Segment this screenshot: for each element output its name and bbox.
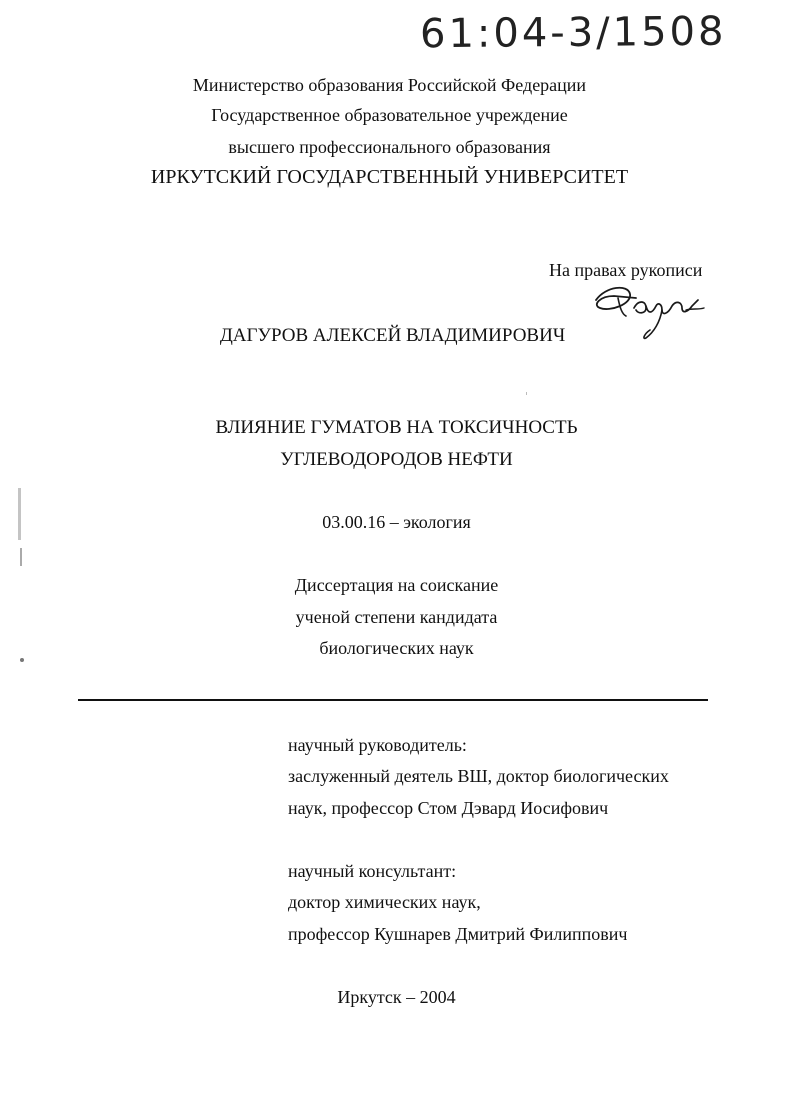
education-level-line: высшего профессионального образования — [228, 137, 551, 157]
supervisor-label: научный руководитель: — [288, 735, 467, 755]
dissertation-title-line-2: УГЛЕВОДОРОДОВ НЕФТИ — [280, 449, 513, 470]
consultant-label: научный консультант: — [288, 861, 457, 881]
author-name: ДАГУРОВ АЛЕКСЕЙ ВЛАДИМИРОВИЧ — [219, 325, 566, 346]
archive-number-handwritten: 61:04-3/1508 — [419, 8, 727, 58]
institution-type-line: Государственное образовательное учреждение — [211, 105, 568, 125]
university-name: ИРКУТСКИЙ ГОСУДАРСТВЕННЫЙ УНИВЕРСИТЕТ — [150, 166, 629, 188]
scan-artifact — [20, 548, 22, 566]
degree-line-2: ученой степени кандидата — [295, 607, 498, 627]
supervisor-title: заслуженный деятель ВШ, доктор биологических — [288, 766, 669, 786]
scan-artifact — [526, 392, 527, 395]
scan-artifact — [18, 488, 21, 540]
ministry-line: Министерство образования Российской Федерации — [192, 75, 587, 95]
manuscript-rights-note: На правах рукописи — [549, 260, 703, 280]
dissertation-title-line-1: ВЛИЯНИЕ ГУМАТОВ НА ТОКСИЧНОСТЬ — [215, 417, 578, 438]
degree-line-3: биологических наук — [319, 638, 474, 658]
consultant-title: доктор химических наук, — [288, 892, 481, 912]
specialty-code: 03.00.16 – экология — [322, 512, 471, 532]
scan-artifact — [20, 658, 24, 662]
supervisor-name: наук, профессор Стом Дэвард Иосифович — [288, 798, 609, 818]
horizontal-divider — [78, 699, 708, 701]
consultant-name: профессор Кушнарев Дмитрий Филиппович — [288, 924, 628, 944]
degree-line-1: Диссертация на соискание — [294, 575, 499, 595]
city-and-year: Иркутск – 2004 — [337, 987, 456, 1007]
